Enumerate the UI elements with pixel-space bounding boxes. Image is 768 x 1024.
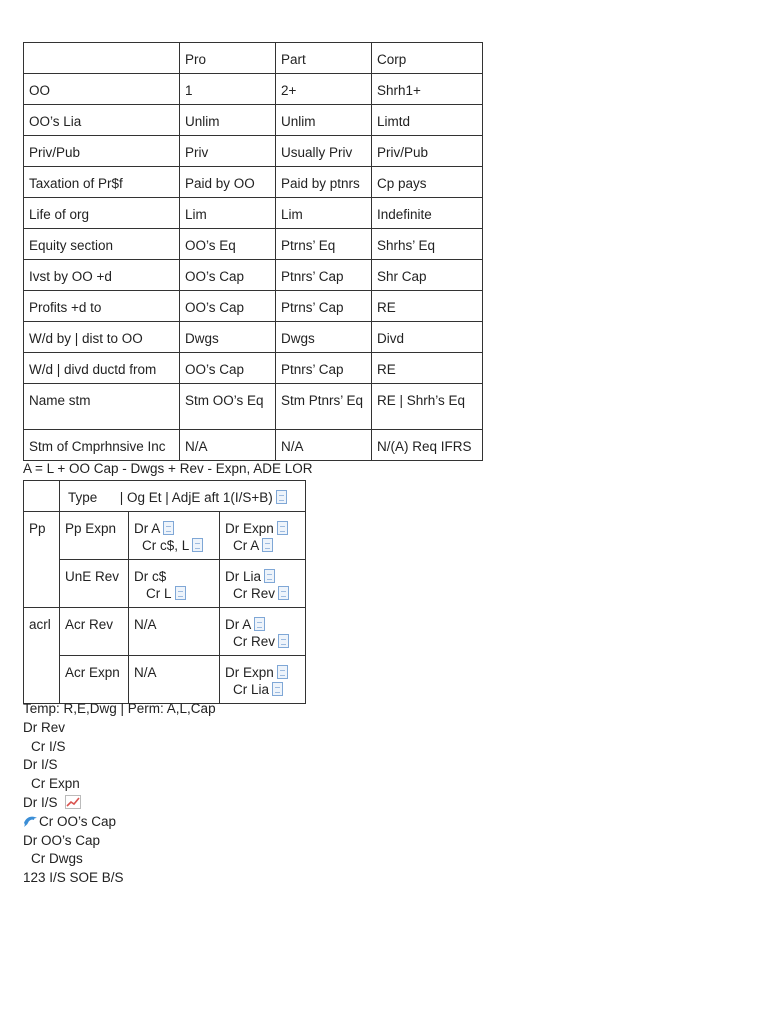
table-cell: Shr Cap xyxy=(377,269,427,284)
table-cell: Ptnrs’ Cap xyxy=(281,269,344,284)
table-cell: Stm OO’s Eq xyxy=(185,393,264,408)
entry-line: Dr c$ xyxy=(134,569,167,584)
table-cell: W/d by | dist to OO xyxy=(29,331,143,346)
table-row xyxy=(24,105,483,136)
table-cell: Shrh1+ xyxy=(377,83,421,98)
table-row xyxy=(24,322,483,353)
document-icon xyxy=(163,521,174,535)
table-cell: 2+ xyxy=(281,83,297,98)
table-cell: Priv/Pub xyxy=(29,145,81,160)
entry-line: Cr Rev xyxy=(233,634,276,649)
table-cell: N/A xyxy=(281,439,304,454)
table-cell: OO’s Cap xyxy=(185,300,245,315)
entry-line: Cr A xyxy=(233,538,260,553)
table-cell: N/(A) Req IFRS xyxy=(377,439,472,454)
table-cell: Unlim xyxy=(281,114,316,129)
table-row xyxy=(24,353,483,384)
entry-type: Pp Expn xyxy=(65,521,117,536)
table-row xyxy=(24,229,483,260)
table-row xyxy=(24,656,306,704)
table-cell: OO’s Eq xyxy=(185,238,236,253)
table-header-row xyxy=(24,481,306,512)
document-icon xyxy=(277,665,288,679)
table-cell: RE | Shrh’s Eq xyxy=(377,393,466,408)
entry-line: Cr Rev xyxy=(233,586,276,601)
business-forms-table xyxy=(23,42,483,461)
table-cell: Paid by ptnrs xyxy=(281,176,360,191)
header-cell xyxy=(24,43,179,51)
adjusting-entries-table xyxy=(23,480,306,704)
table-cell: Unlim xyxy=(185,114,220,129)
table-cell: Stm of Cmprhnsive Inc xyxy=(29,439,166,454)
table-cell: Name stm xyxy=(29,393,91,408)
group-label: Pp xyxy=(29,521,46,536)
note-line: Dr OO’s Cap xyxy=(23,832,101,848)
entry-line: Cr c$, L xyxy=(142,538,190,553)
entry-line: Dr Expn xyxy=(225,521,274,536)
table-cell: Indefinite xyxy=(377,207,432,222)
note-line: Cr Expn xyxy=(31,776,80,792)
table-cell: Equity section xyxy=(29,238,114,253)
entry-type: Acr Rev xyxy=(65,617,114,632)
chart-increasing-icon xyxy=(65,795,81,809)
dolphin-icon xyxy=(23,814,39,828)
table-cell: OO xyxy=(29,83,51,98)
table-row xyxy=(24,430,483,461)
table-cell: Limtd xyxy=(377,114,411,129)
note-line: Cr OO’s Cap xyxy=(39,813,117,829)
document-icon xyxy=(254,617,265,631)
header-label: Type | Og Et | AdjE aft 1(I/S+B) xyxy=(68,490,273,505)
table-cell: Divd xyxy=(377,331,405,346)
table-cell: Priv/Pub xyxy=(377,145,429,160)
table-cell: RE xyxy=(377,300,396,315)
document-icon xyxy=(264,569,275,583)
accounting-equation: A = L + OO Cap - Dwgs + Rev - Expn, ADE LOR xyxy=(23,461,313,476)
document-icon xyxy=(278,634,289,648)
table-cell: Taxation of Pr$f xyxy=(29,176,123,191)
entry-line: N/A xyxy=(134,665,157,680)
table-cell: Priv xyxy=(185,145,209,160)
table-row xyxy=(24,384,483,430)
table-cell: N/A xyxy=(185,439,208,454)
table-cell: Profits +d to xyxy=(29,300,102,315)
table-cell: Ptnrs’ Cap xyxy=(281,362,344,377)
entry-line: Cr L xyxy=(146,586,172,601)
table-row xyxy=(24,260,483,291)
entry-line: Dr Expn xyxy=(225,665,274,680)
table-row xyxy=(24,291,483,322)
table-cell: Ptrns’ Eq xyxy=(281,238,336,253)
document-icon xyxy=(262,538,273,552)
document-icon xyxy=(277,521,288,535)
note-line: Dr I/S xyxy=(23,794,58,810)
table-cell: Lim xyxy=(185,207,207,222)
table-cell: Lim xyxy=(281,207,303,222)
table-cell: Shrhs’ Eq xyxy=(377,238,436,253)
table-row xyxy=(24,74,483,105)
entry-line: Dr A xyxy=(225,617,252,632)
table-cell: Stm Ptnrs’ Eq xyxy=(281,393,364,408)
entry-line: N/A xyxy=(134,617,157,632)
table-cell: Ptrns’ Cap xyxy=(281,300,344,315)
table-cell: Usually Priv xyxy=(281,145,353,160)
document-icon xyxy=(278,586,289,600)
table-cell: Dwgs xyxy=(281,331,315,346)
table-cell: OO’s Cap xyxy=(185,269,245,284)
table-cell: Cp pays xyxy=(377,176,427,191)
note-line: Cr Dwgs xyxy=(31,851,83,867)
entry-type: Acr Expn xyxy=(65,665,120,680)
document-icon xyxy=(192,538,203,552)
table-cell: Life of org xyxy=(29,207,90,222)
document-icon xyxy=(272,682,283,696)
closing-entries-notes xyxy=(23,700,216,888)
table-cell: Paid by OO xyxy=(185,176,255,191)
table-row xyxy=(24,560,306,608)
entry-line: Dr Lia xyxy=(225,569,262,584)
header-cell: Pro xyxy=(185,52,207,67)
table-cell: OO’s Lia xyxy=(29,114,82,129)
document-icon xyxy=(175,586,186,600)
entry-type: UnE Rev xyxy=(65,569,120,584)
header-cell: Part xyxy=(281,52,306,67)
table-header-row xyxy=(24,43,483,74)
note-line: 123 I/S SOE B/S xyxy=(23,870,124,886)
note-line: Dr Rev xyxy=(23,719,66,735)
table-cell: W/d | divd ductd from xyxy=(29,362,157,377)
entry-line: Dr A xyxy=(134,521,161,536)
group-label: acrl xyxy=(29,617,51,632)
note-line: Temp: R,E,Dwg | Perm: A,L,Cap xyxy=(23,701,216,716)
header-cell: Corp xyxy=(377,52,407,67)
table-row xyxy=(24,198,483,229)
table-cell: RE xyxy=(377,362,396,377)
table-row xyxy=(24,512,306,560)
note-line: Dr I/S xyxy=(23,757,58,773)
table-cell: Dwgs xyxy=(185,331,219,346)
table-cell: Ivst by OO +d xyxy=(29,269,112,284)
table-row xyxy=(24,608,306,656)
table-cell: 1 xyxy=(185,83,193,98)
table-cell: OO’s Cap xyxy=(185,362,245,377)
document-icon xyxy=(276,490,287,504)
note-line: Cr I/S xyxy=(31,738,66,754)
table-row xyxy=(24,136,483,167)
entry-line: Cr Lia xyxy=(233,682,270,697)
table-row xyxy=(24,167,483,198)
